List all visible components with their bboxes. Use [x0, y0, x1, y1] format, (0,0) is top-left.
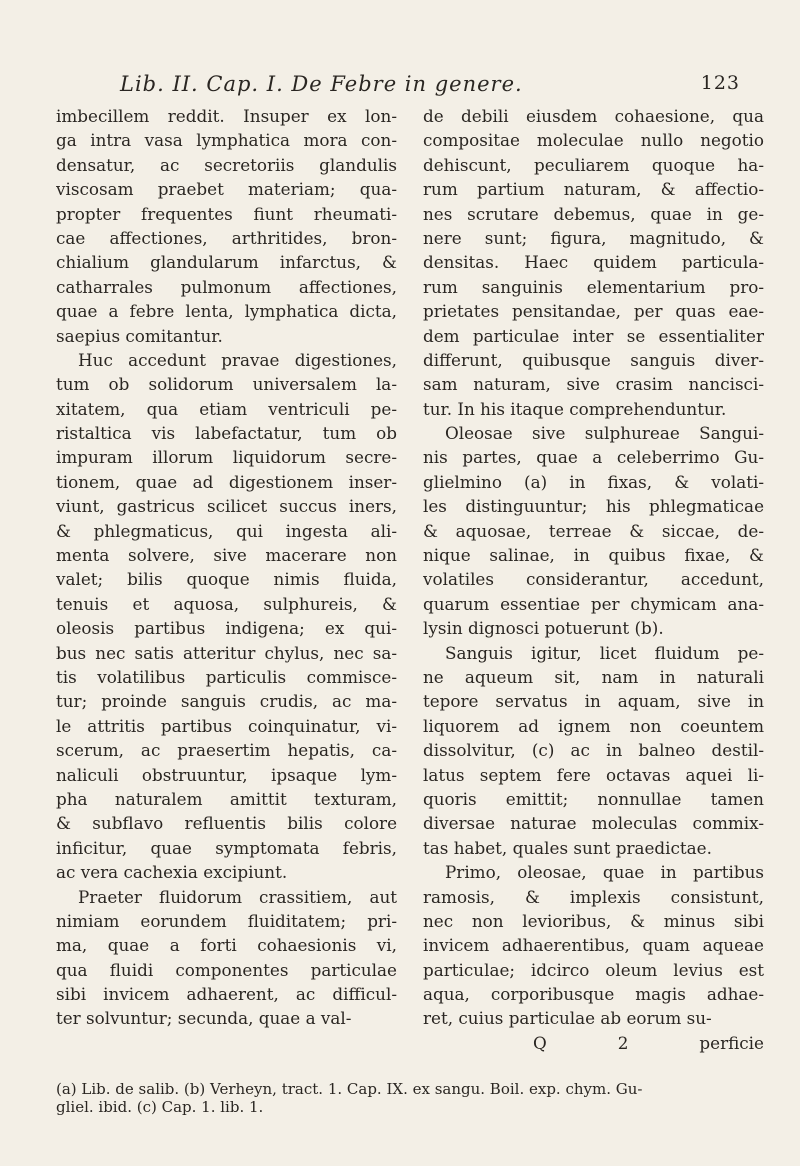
left-column-line: valet; bilis quoque nimis fluida,	[56, 569, 397, 590]
left-column-line: tum ob solidorum universalem la-	[56, 374, 397, 395]
left-column-line: & subflavo refluentis bilis colore	[56, 813, 397, 834]
left-column-line: impuram illorum liquidorum secre-	[56, 447, 397, 468]
right-column-line: Primo, oleosae, quae in partibus	[445, 862, 764, 883]
right-column-line: invicem adhaerentibus, quam aqueae	[423, 935, 764, 956]
left-column-line: ter solvuntur; secunda, quae a val-	[56, 1008, 352, 1029]
right-column-line: nes scrutare debemus, quae in ge-	[423, 203, 764, 224]
left-column-line: ac vera cachexia excipiunt.	[56, 862, 288, 883]
right-column-line: tur. In his itaque comprehenduntur.	[423, 398, 727, 419]
footnote-line: gliel. ibid. (c) Cap. 1. lib. 1.	[56, 1098, 264, 1116]
right-column-line: rum partium naturam, & affectio-	[423, 179, 764, 200]
right-column-line: sam naturam, sive crasim nancisci-	[423, 374, 764, 395]
running-head-title: Lib. II. Cap. I. De Febre in genere.	[120, 72, 523, 96]
left-column-line: imbecillem reddit. Insuper ex lon-	[56, 106, 397, 126]
left-column-line: xitatem, qua etiam ventriculi pe-	[56, 398, 397, 419]
right-column-line: de debili eiusdem cohaesione, qua	[423, 106, 764, 126]
page-number: 123	[700, 72, 740, 94]
left-column-line: tur; proinde sanguis crudis, ac ma-	[56, 691, 397, 712]
left-column-line: tenuis et aquosa, sulphureis, &	[56, 593, 397, 614]
left-column-line: bus nec satis atteritur chylus, nec sa-	[56, 642, 397, 663]
left-column-line: qua fluidi componentes particulae	[56, 959, 397, 980]
right-column-line: latus septem fere octavas aquei li-	[423, 764, 764, 785]
footnotes	[56, 1080, 764, 1116]
right-column-line: les distinguuntur; his phlegmaticae	[423, 496, 764, 517]
right-column-line: ne aqueum sit, nam in naturali	[423, 666, 764, 687]
right-column-line: compositae moleculae nullo negotio	[423, 130, 764, 151]
right-column-line: dem particulae inter se essentialiter	[423, 325, 764, 346]
right-column-line: lysin dignosci potuerunt (b).	[423, 618, 664, 639]
left-column-line: ma, quae a forti cohaesionis vi,	[56, 935, 397, 956]
right-column-line: prietates pensitandae, per quas eae-	[423, 301, 764, 322]
left-column-line: viscosam praebet materiam; qua-	[56, 179, 397, 200]
right-column-line: particulae; idcirco oleum levius est	[423, 959, 764, 980]
left-column-line: densatur, ac secretoriis glandulis	[56, 154, 397, 175]
left-column-line: & phlegmaticus, qui ingesta ali-	[56, 520, 397, 541]
left-column-line: nimiam eorundem fluiditatem; pri-	[56, 910, 397, 931]
left-column-line: chialium glandularum infarctus, &	[56, 252, 397, 273]
right-column-line: Oleosae sive sulphureae Sangui-	[445, 423, 764, 444]
left-column	[56, 104, 397, 1055]
left-column-line: cae affectiones, arthritides, bron-	[56, 227, 397, 248]
left-column-line: scerum, ac praesertim hepatis, ca-	[56, 740, 397, 761]
right-column-line: densitas. Haec quidem particula-	[423, 252, 764, 273]
right-column-line: tas habet, quales sunt praedictae.	[423, 837, 712, 858]
left-column-line: naliculi obstruuntur, ipsaque lym-	[56, 764, 397, 785]
left-column-line: Huc accedunt pravae digestiones,	[78, 349, 397, 370]
left-column-line: menta solvere, sive macerare non	[56, 545, 397, 566]
right-column-line: liquorem ad ignem non coeuntem	[423, 715, 764, 736]
left-column-line: inficitur, quae symptomata febris,	[56, 837, 397, 858]
right-column-line: quarum essentiae per chymicam ana-	[423, 593, 764, 614]
right-column-line: aqua, corporibusque magis adhae-	[423, 984, 764, 1005]
left-column-line: ga intra vasa lymphatica mora con-	[56, 130, 397, 151]
right-column-line: dehiscunt, peculiarem quoque ha-	[423, 154, 764, 175]
right-column-line: nec non levioribus, & minus sibi	[423, 910, 764, 931]
right-column-line: quoris emittit; nonnullae tamen	[423, 788, 764, 809]
right-column-line: tepore servatus in aquam, sive in	[423, 691, 764, 712]
right-column-line: ramosis, & implexis consistunt,	[423, 886, 764, 907]
right-column-line: glielmino (a) in fixas, & volati-	[423, 471, 764, 492]
right-column-line: nis partes, quae a celeberrimo Gu-	[423, 447, 764, 468]
text-columns	[56, 104, 764, 1055]
right-column-line: Sanguis igitur, licet fluidum pe-	[445, 642, 764, 663]
left-column-line: saepius comitantur.	[56, 325, 223, 346]
right-column-line: nere sunt; figura, magnitudo, &	[423, 227, 764, 248]
left-column-line: catharrales pulmonum affectiones,	[56, 276, 397, 297]
right-column-line: dissolvitur, (c) ac in balneo destil-	[423, 740, 764, 761]
left-column-line: propter frequentes fiunt rheumati-	[56, 203, 397, 224]
left-column-line: Praeter fluidorum crassitiem, aut	[78, 886, 397, 907]
left-column-line: quae a febre lenta, lymphatica dicta,	[56, 301, 397, 322]
right-column-line: ret, cuius particulae ab eorum su-	[423, 1008, 712, 1029]
left-column-line: ristaltica vis labefactatur, tum ob	[56, 423, 397, 444]
running-head	[120, 72, 744, 98]
right-column-line: diversae naturae moleculas commix-	[423, 813, 764, 834]
left-column-line: pha naturalem amittit texturam,	[56, 788, 397, 809]
right-column-line: nique salinae, in quibus fixae, &	[423, 545, 764, 566]
right-column-line: differunt, quibusque sanguis diver-	[423, 349, 764, 370]
left-column-line: tis volatilibus particulis commisce-	[56, 666, 397, 687]
right-column-line: volatiles considerantur, accedunt,	[423, 569, 764, 590]
left-column-line: oleosis partibus indigena; ex qui-	[56, 618, 397, 639]
left-column-line: sibi invicem adhaerent, ac difficul-	[56, 984, 397, 1005]
left-column-line: tionem, quae ad digestionem inser-	[56, 471, 397, 492]
right-column-line: rum sanguinis elementarium pro-	[423, 276, 764, 297]
right-column	[423, 104, 764, 1055]
left-column-line: viunt, gastricus scilicet succus iners,	[56, 496, 397, 517]
right-column-line: Q 2 perficie	[533, 1032, 764, 1053]
left-column-line: le attritis partibus coinquinatur, vi-	[56, 715, 397, 736]
right-column-line: & aquosae, terreae & siccae, de-	[423, 520, 764, 541]
footnote-line: (a) Lib. de salib. (b) Verheyn, tract. 1. Cap. IX. ex sangu. Boil. exp. chym. Gu-	[56, 1080, 643, 1098]
